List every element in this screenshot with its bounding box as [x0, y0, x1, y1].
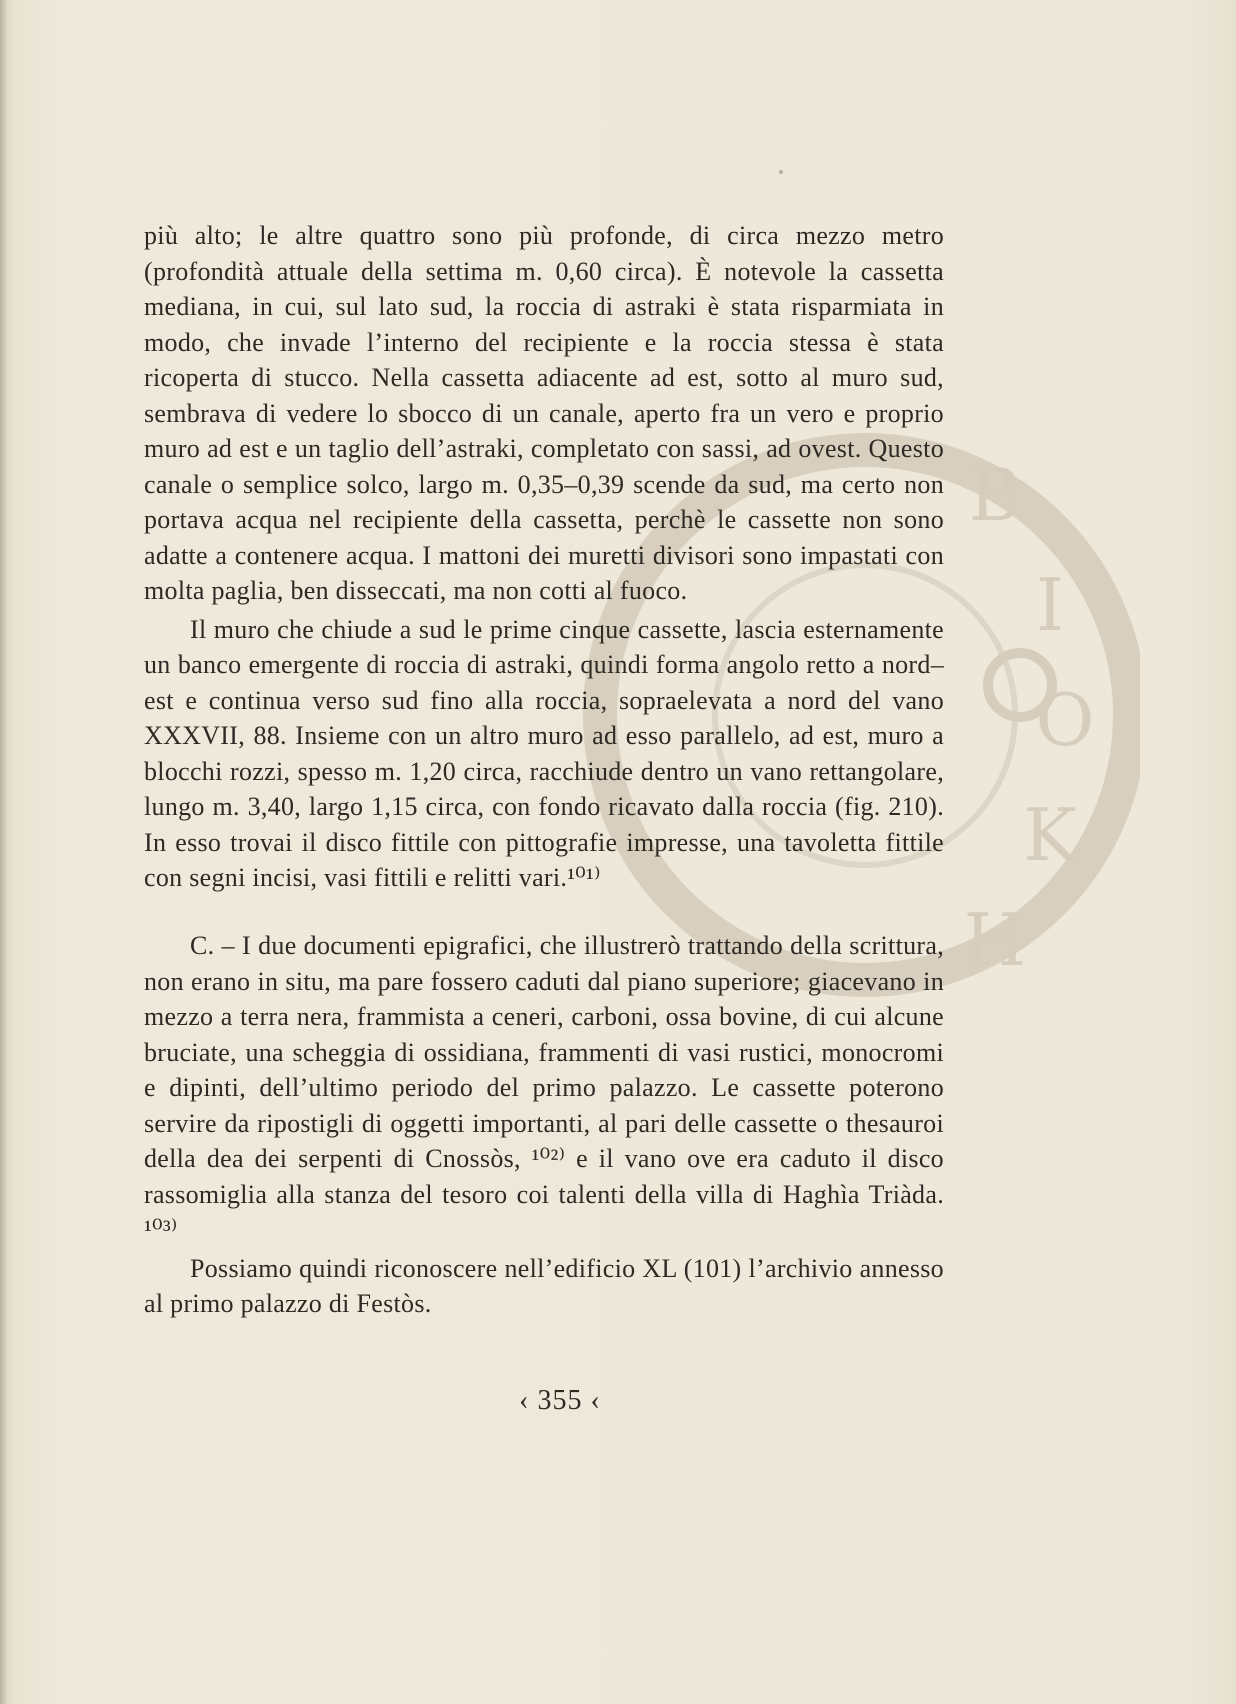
paragraph-4: Possiamo quindi riconoscere nell’edificio XL (101) l’archivio annesso al primo palazzo di Festòs.: [144, 1253, 944, 1318]
paragraph-1: più alto; le altre quattro sono più profonde, di circa mezzo metro (profondità attuale della settima m. 0,60 circa). È notevole la cassetta mediana, in cui, sul lato sud, la roccia di astraki è stata risparmiata in modo, che invade l’interno del recipiente e la roccia stessa è stata ricoperta di stucco. Nella cassetta adiacente ad est, sotto al muro sud, sembrava di vedere lo sbocco di un canale, aperto fra un vero e proprio muro ad est e un taglio dell’astraki, completato con sassi, ad ovest. Questo canale o semplice solco, largo m. 0,35–0,39 scende da sud, ma certo non portava acqua nel recipiente della cassetta, perchè le cassette non sono adatte a contenere acqua. I mattoni dei muretti divisori sono impastati con molta paglia, ben disseccati, ma non cotti al fuoco.: [144, 221, 944, 605]
watermark-letter-4: Κ: [1023, 793, 1077, 877]
watermark-letter-3: Ο: [1035, 678, 1095, 762]
section-body-2: [144, 928, 944, 1322]
section-body-1: [144, 218, 944, 896]
page-number: ‹ 355 ‹: [519, 1385, 601, 1416]
page-edge: [0, 0, 6, 1704]
watermark-letter-5: Η: [963, 898, 1027, 982]
paragraph-3: C. – I due documenti epigrafici, che illustrerò trattando della scrittura, non erano in situ, ma pare fossero caduti dal piano superiore; giacevano in mezzo a terra nera, frammista a ceneri, carboni, ossa bovine, di cui alcune bruciate, una scheggia di ossidiana, frammenti di vasi rustici, monocromi e dipinti, dell’ultimo periodo del primo palazzo. Le cassette poterono servire da ripostigli di oggetti importanti, al pari delle cassette o thesauroi della dea dei serpenti di Cnossòs, ¹⁰²⁾ e il vano ove era caduto il disco rassomiglia alla stanza del tesoro coi talenti della villa di Haghìa Triàda. ¹⁰³⁾: [144, 931, 944, 1244]
paragraph-2: Il muro che chiude a sud le prime cinque cassette, lascia esternamente un banco emergente di roccia di astraki, quindi forma angolo retto a nord–est e continua verso sud fino alla roccia, sopraelevata a nord del vano XXXVII, 88. Insieme con un altro muro ad esso parallelo, ad est, muro a blocchi rozzi, spesso m. 1,20 circa, racchiude dentro un vano rettangolare, lungo m. 3,40, largo 1,15 circa, con fondo ricavato dalla roccia (fig. 210). In esso trovai il disco fittile con pittografie impresse, una tavoletta fittile con segni incisi, vasi fittili e relitti vari.¹⁰¹⁾: [144, 614, 944, 892]
paper-speck: [779, 170, 783, 174]
watermark-letter-2: Ι: [1035, 563, 1065, 647]
watermark-letter-1: Β: [968, 453, 1022, 537]
